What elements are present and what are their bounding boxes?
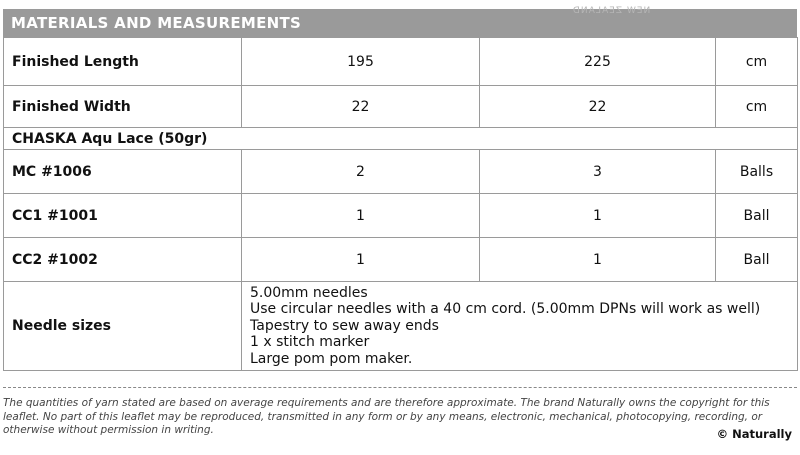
table-row-yarn-section [4, 128, 798, 150]
copyright-text: © Naturally [716, 427, 792, 441]
section-title: MATERIALS AND MEASUREMENTS [11, 14, 302, 32]
size-2-value: 225 [480, 38, 716, 86]
size-1-value: 195 [242, 38, 480, 86]
section-header [3, 9, 797, 37]
size-1-value: 1 [242, 238, 480, 282]
row-label: MC #1006 [4, 150, 242, 194]
needle-notes [242, 282, 798, 371]
size-2-value: 1 [480, 194, 716, 238]
table-row-cc2 [4, 238, 798, 282]
size-1-value: 2 [242, 150, 480, 194]
row-label: Finished Length [4, 38, 242, 86]
size-2-value: 22 [480, 86, 716, 128]
unit-value: Ball [716, 238, 798, 282]
unit-value: cm [716, 86, 798, 128]
needle-note-line: 1 x stitch marker [250, 334, 370, 351]
table-row-finished-length [4, 38, 798, 86]
unit-value: cm [716, 38, 798, 86]
size-1-value: 22 [242, 86, 480, 128]
disclaimer-text: The quantities of yarn stated are based on average requirements and are therefore approximate. The brand Naturally owns the copyright for this leaflet. No part of this leaflet may be reproduced, transmitted in any form or by any means, electronic, mechanical, photocopying, recording, or otherwise without permission in writing. [3, 397, 770, 436]
size-2-value: 3 [480, 150, 716, 194]
materials-table [3, 37, 798, 371]
table-row-cc1 [4, 194, 798, 238]
size-1-value: 1 [242, 194, 480, 238]
needle-note-line: 5.00mm needles [250, 284, 368, 301]
watermark-text: NEW ZEALAND [571, 6, 650, 16]
size-2-value: 1 [480, 238, 716, 282]
row-label: CC2 #1002 [4, 238, 242, 282]
table-row-finished-width [4, 86, 798, 128]
table-row-mc [4, 150, 798, 194]
table-row-needles [4, 282, 798, 371]
row-label: CC1 #1001 [4, 194, 242, 238]
dashed-divider [3, 387, 797, 388]
needle-note-line: Large pom pom maker. [250, 350, 413, 367]
yarn-section-label: CHASKA Aqu Lace (50gr) [4, 128, 798, 150]
unit-value: Balls [716, 150, 798, 194]
row-label: Finished Width [4, 86, 242, 128]
unit-value: Ball [716, 194, 798, 238]
needle-note-line: Use circular needles with a 40 cm cord. (5.00mm DPNs will work as well) [250, 301, 761, 318]
needle-note-line: Tapestry to sew away ends [250, 317, 439, 334]
row-label: Needle sizes [4, 282, 242, 371]
